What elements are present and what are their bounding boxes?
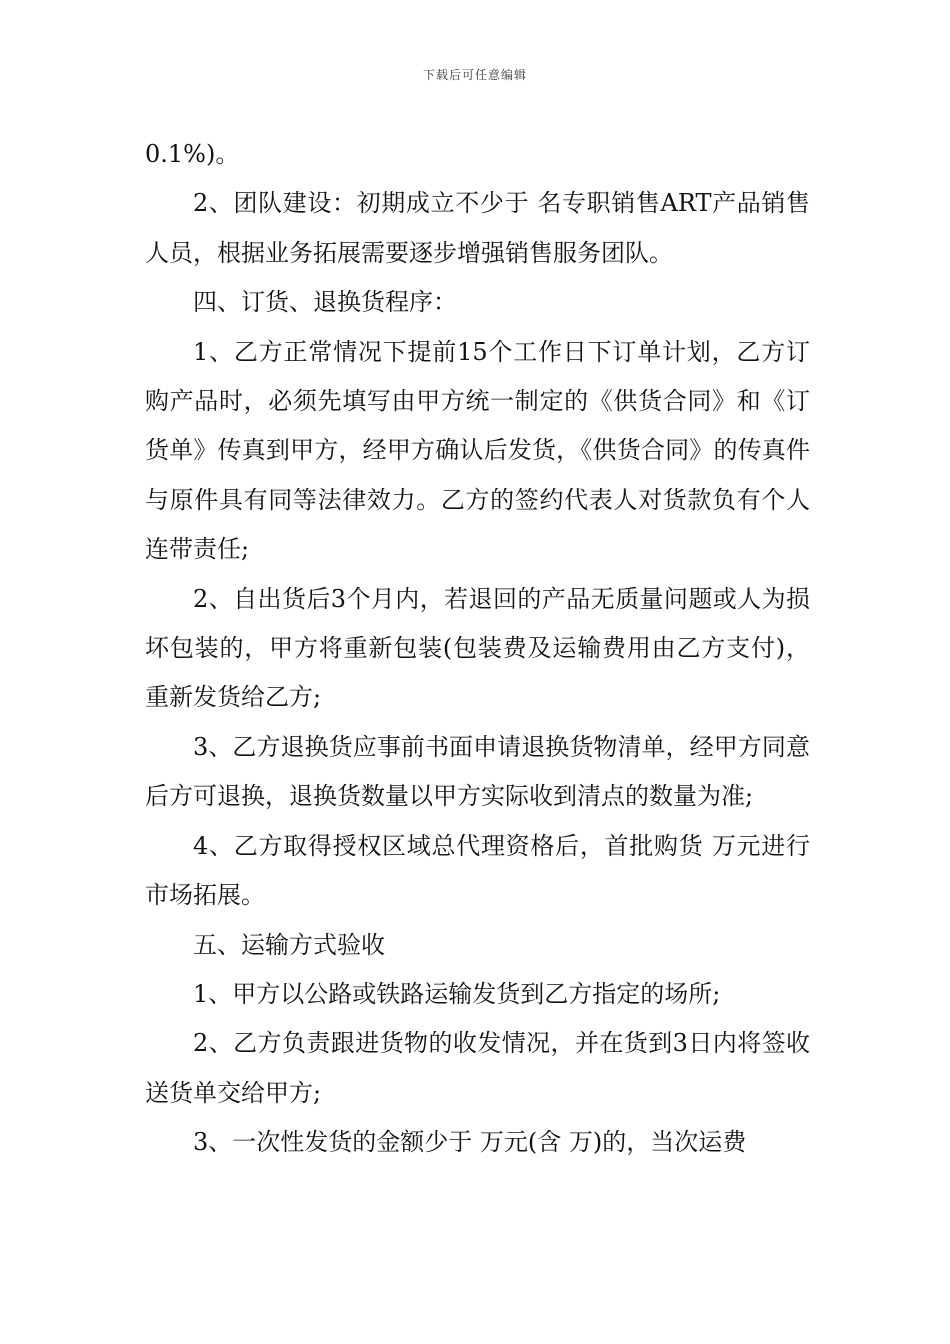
paragraph-6: 3、乙方退换货应事前书面申请退换货物清单，经甲方同意后方可退换，退换货数量以甲方实际收到清点的数量为准; bbox=[145, 732, 810, 811]
page-header-note: 下载后可任意编辑 bbox=[422, 68, 527, 82]
section-heading-5: 五、运输方式验收 bbox=[193, 930, 385, 959]
paragraph-5: 2、自出货后3个月内，若退回的产品无质量问题或人为损坏包装的，甲方将重新包装(包装费及运输费用由乙方支付)，重新发货给乙方; bbox=[145, 584, 810, 712]
paragraph-2: 2、团队建设：初期成立不少于 名专职销售ART产品销售人员，根据业务拓展需要逐步增强销售服务团队。 bbox=[145, 189, 810, 267]
paragraph-10: 2、乙方负责跟进货物的收发情况，并在货到3日内将签收送货单交给甲方; bbox=[145, 1029, 810, 1107]
paragraph-4: 1、乙方正常情况下提前15个工作日下订单计划，乙方订购产品时，必须先填写由甲方统一制定的《供货合同》和《订货单》传真到甲方，经甲方确认后发货，《供货合同》的传真件与原件具有同等法律效力。乙方的签约代表人对货款负有个人连带责任; bbox=[145, 337, 810, 564]
paragraph-7: 4、乙方取得授权区域总代理资格后，首批购货 万元进行市场拓展。 bbox=[145, 831, 810, 910]
paragraph-1: 0.1%)。 bbox=[145, 140, 240, 168]
document-body bbox=[145, 130, 810, 1168]
paragraph-9: 1、甲方以公路或铁路运输发货到乙方指定的场所; bbox=[193, 979, 721, 1008]
paragraph-11: 3、一次性发货的金额少于 万元(含 万)的，当次运费 bbox=[193, 1128, 747, 1157]
section-heading-4: 四、订货、退换货程序： bbox=[193, 288, 457, 317]
